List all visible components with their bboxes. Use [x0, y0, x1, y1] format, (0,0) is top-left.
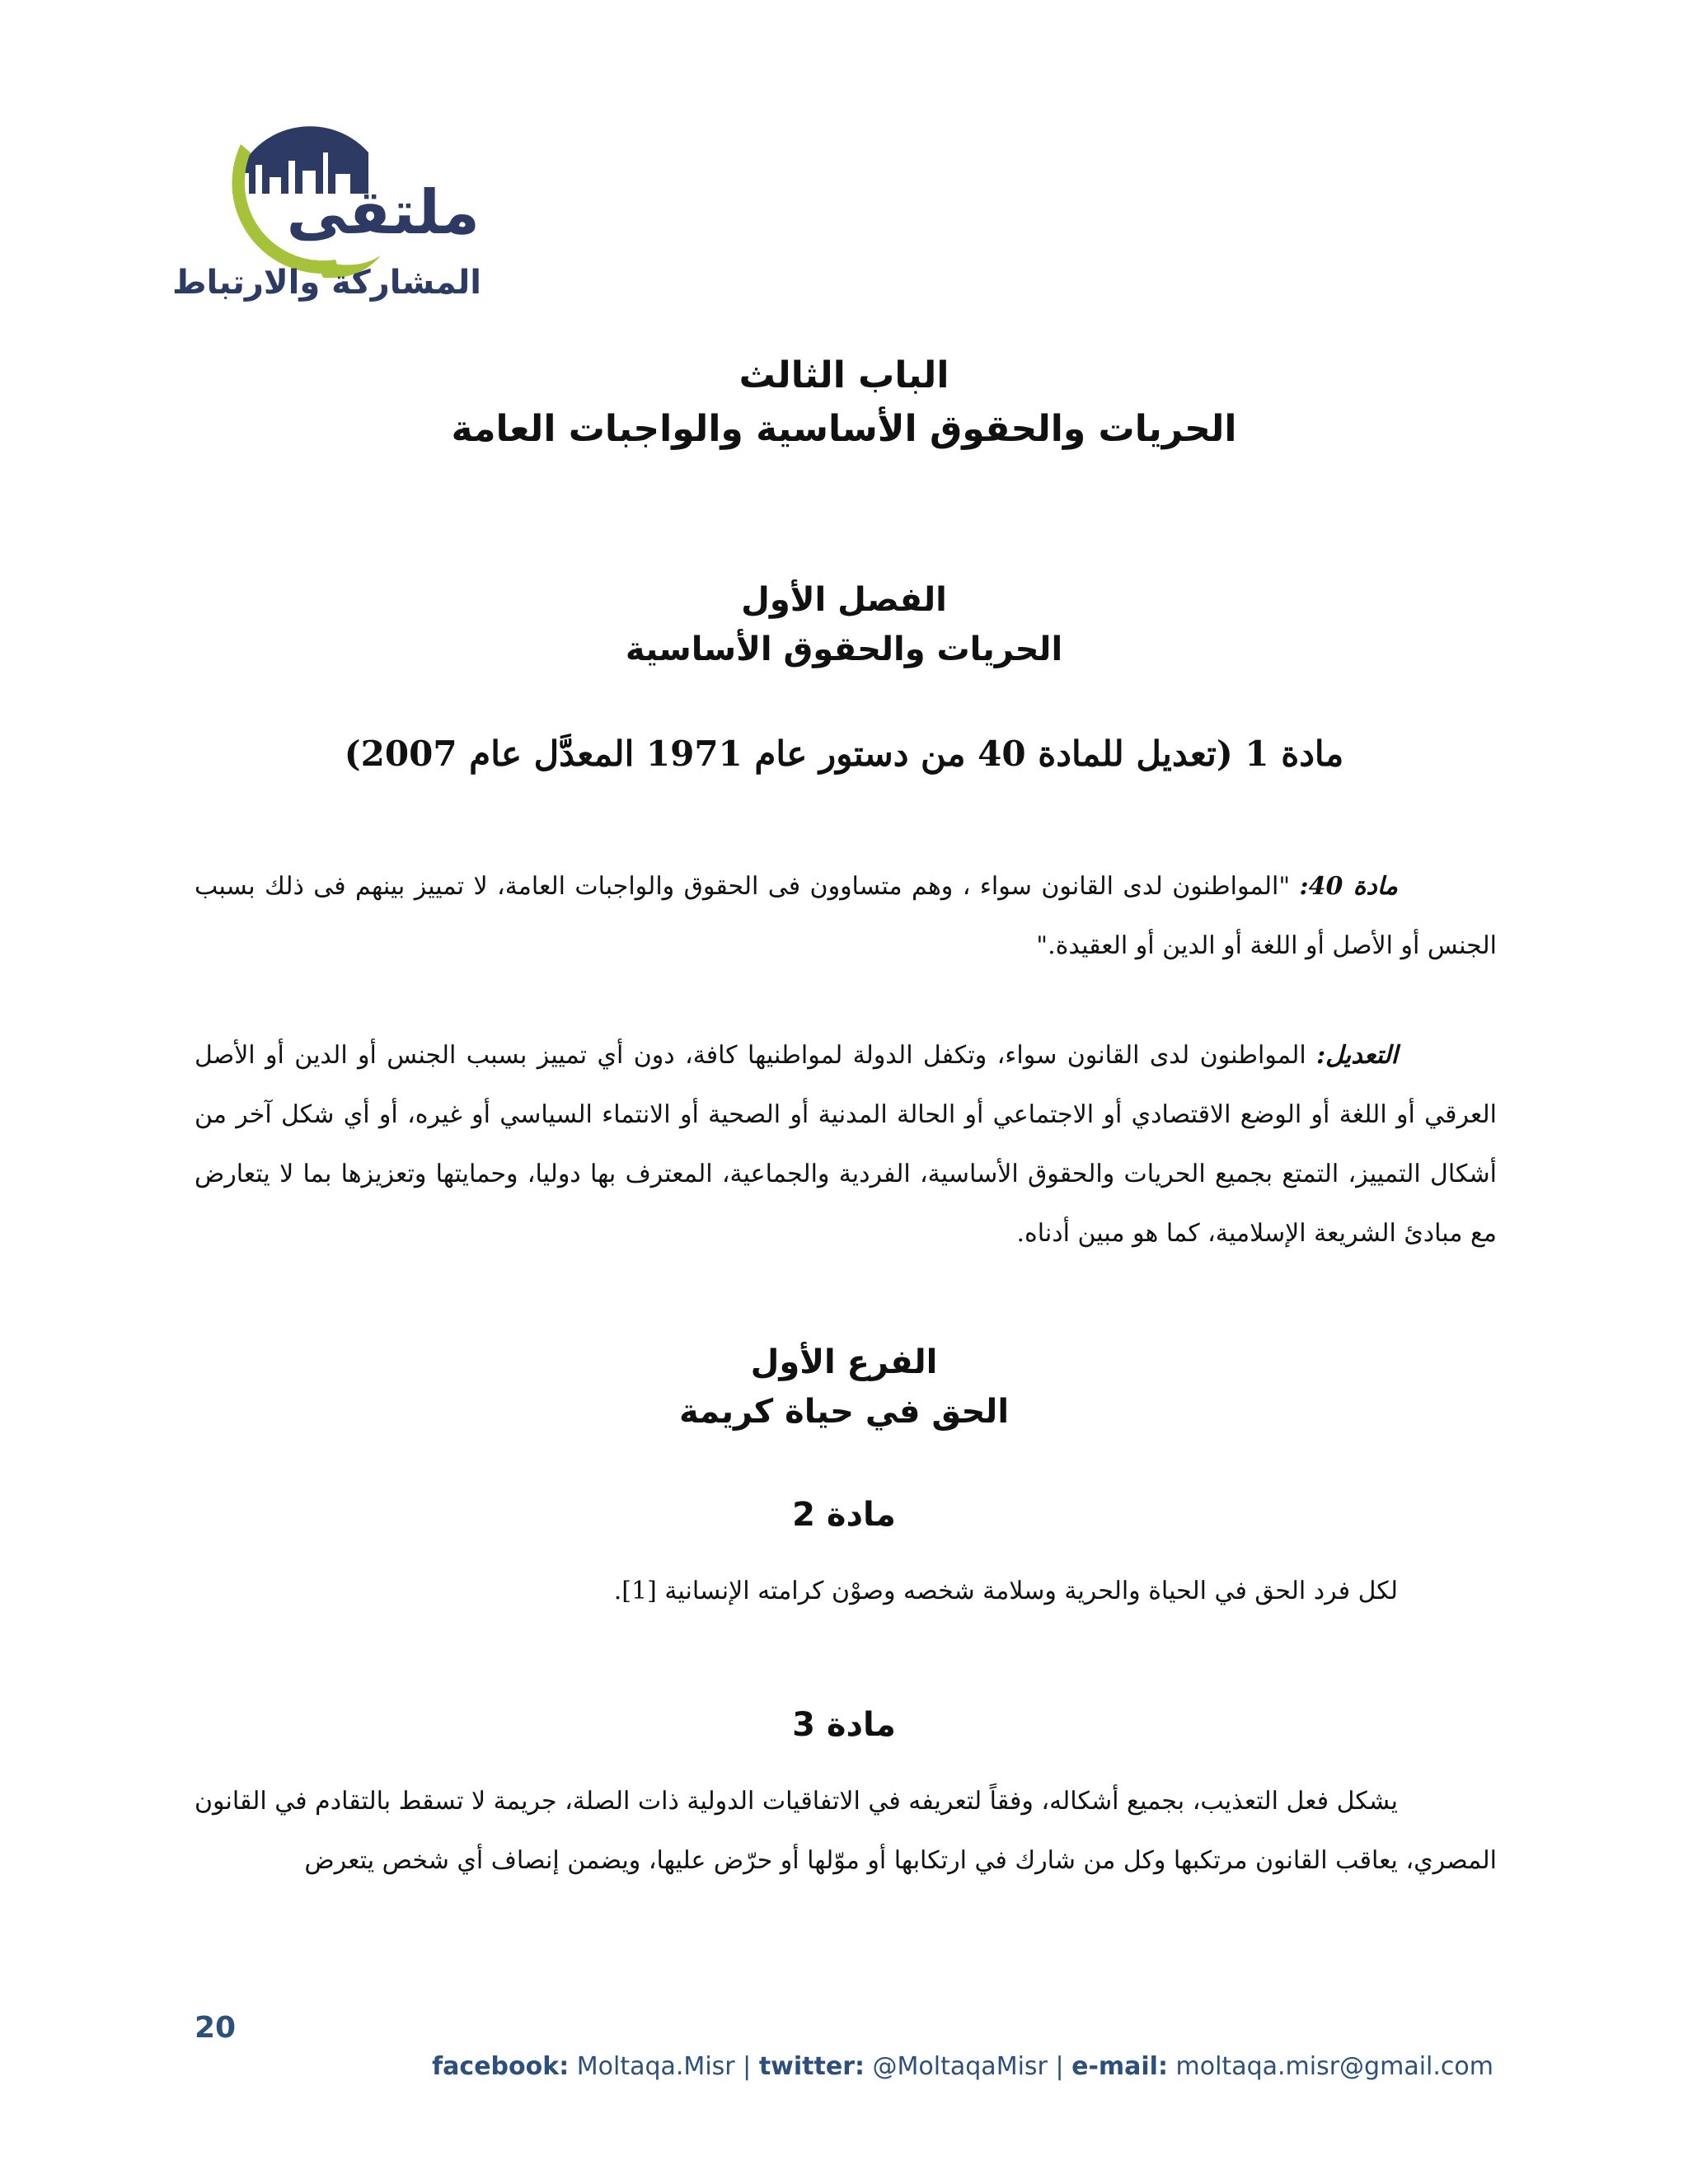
contact-footer	[432, 2052, 1493, 2081]
section-title: الفرع الأول	[750, 1343, 938, 1381]
amendment-label: التعديل:	[1316, 1041, 1398, 1070]
article-3-text: يشكل فعل التعذيب، بجميع أشكاله، وفقاً لتعريفه في الاتفاقيات الدولية ذات الصلة، جريمة لا تسقط بالتقادم في القانون المصري، يعاقب القانون مرتكبها وكل من شارك في ارتكابها أو موّلها أو حرّض عليها، ويضمن إنصاف أي شخص يتعرض	[195, 1787, 1497, 1875]
article-40-label: مادة 40:	[1299, 872, 1398, 901]
logo-tagline: المشاركة والارتباط	[171, 264, 481, 302]
footer-separator: |	[1055, 2052, 1064, 2081]
facebook-handle[interactable]: Moltaqa.Misr	[576, 2052, 735, 2081]
email-label: e-mail:	[1071, 2052, 1168, 2081]
moltaqa-logo	[171, 95, 488, 326]
section-subtitle: الحق في حياة كريمة	[678, 1393, 1010, 1431]
part-subtitle: الحريات والحقوق الأساسية والواجبات العامة	[451, 408, 1237, 450]
email-address[interactable]: moltaqa.misr@gmail.com	[1175, 2052, 1493, 2081]
article-40-text: "المواطنون لدى القانون سواء ، وهم متساوون فى الحقوق والواجبات العامة، لا تمييز بينهم فى ذلك بسبب الجنس أو الأصل أو اللغة أو الدين أو العقيدة."	[195, 872, 1497, 960]
page-number: 20	[195, 2011, 237, 2045]
chapter-title: الفصل الأول	[741, 581, 947, 619]
article-3-heading: مادة 3	[792, 1706, 896, 1744]
amendment-text: المواطنون لدى القانون سواء، وتكفل الدولة لمواطنيها كافة، دون أي تمييز بسبب الجنس أو الدين أو الأصل العرقي أو اللغة أو الوضع الاقتصادي أو الاجتماعي أو الحالة المدنية أو الصحية أو الانتماء السياسي أو غيره، أو أي شكل آخر من أشكال التمييز، التمتع بجميع الحريات والحقوق الأساسية، الفردية والجماعية، المعترف بها دوليا، وحمايتها وتعزيزها بما لا يتعارض مع مبادئ الشريعة الإسلامية، كما هو مبين أدناه.	[195, 1041, 1497, 1248]
chapter-subtitle: الحريات والحقوق الأساسية	[625, 630, 1063, 668]
twitter-handle[interactable]: @MoltaqaMisr	[872, 2052, 1048, 2081]
logo-wordmark: ملتقى	[286, 177, 480, 248]
part-title: الباب الثالث	[738, 354, 950, 396]
facebook-label: facebook:	[432, 2052, 570, 2081]
article-2-heading: مادة 2	[792, 1496, 896, 1534]
article-40-original	[195, 857, 1497, 976]
twitter-label: twitter:	[758, 2052, 865, 2081]
amendment-paragraph	[195, 1026, 1497, 1263]
article-2-text: لكل فرد الحق في الحياة والحرية وسلامة شخصه وصوْن كرامته الإنسانية [1].	[613, 1577, 1398, 1605]
article-1-heading: مادة 1 (تعديل للمادة 40 من دستور عام 1971 المعدَّل عام 2007)	[344, 733, 1344, 774]
footer-separator: |	[743, 2052, 752, 2081]
